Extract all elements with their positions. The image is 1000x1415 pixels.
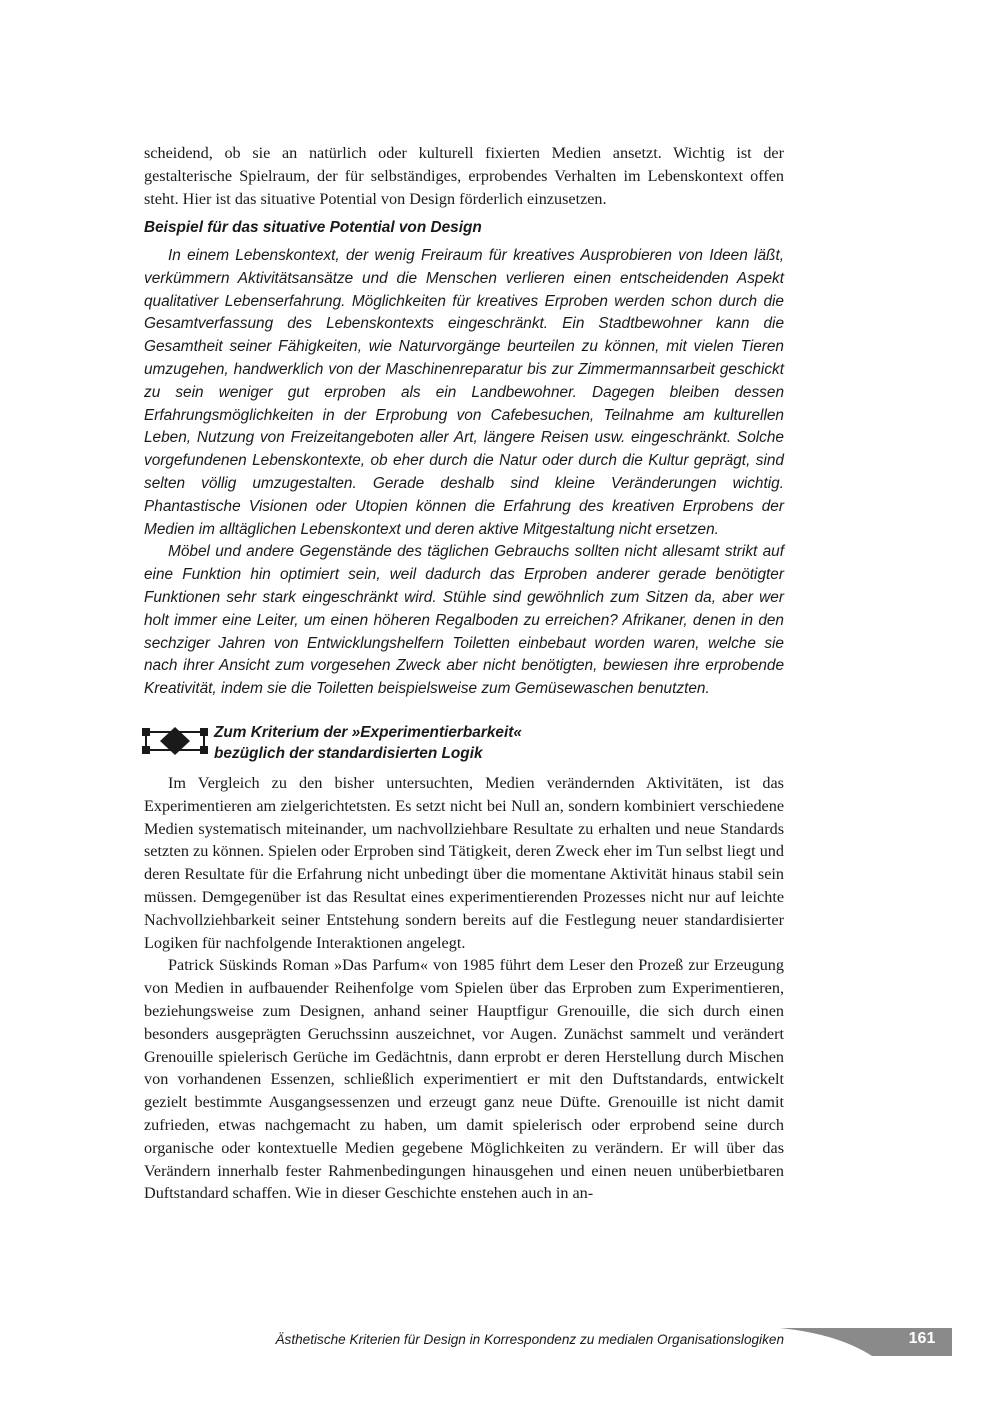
section-heading bbox=[214, 723, 774, 764]
page-number: 161 bbox=[908, 1330, 936, 1347]
top-paragraph-block bbox=[144, 142, 784, 210]
example-heading: Beispiel für das situative Potential von Design bbox=[144, 219, 482, 236]
section-heading-line: Zum Kriterium der »Experimentierbarkeit« bbox=[214, 724, 522, 741]
example-paragraph: Möbel und andere Gegenstände des täglichen Gebrauchs sollten nicht allesamt strikt auf eine Funktion hin optimiert sein, weil dadurch das Erproben anderer gerade benötigter Funktionen sehr stark eingeschränkt wird. Stühle sind gewöhnlich zum Sitzen da, aber wer holt immer eine Leiter, um einen höheren Regalboden zu erreichen? Afrikaner, denen in den sechziger Jahren von Entwicklungshelfern Toiletten einbebaut worden waren, welche sie nach ihrer Ansicht zum vorgesehen Zweck aber nicht benötigten, bewiesen ihre erprobende Kreativität, indem sie die Toiletten beispielsweise zum Gemüsewaschen benutzten. bbox=[144, 543, 784, 698]
running-title: Ästhetische Kriterien für Design in Korrespondenz zu medialen Organisationslogiken bbox=[275, 1332, 784, 1347]
section-heading-line: bezüglich der standardisierten Logik bbox=[214, 744, 483, 762]
body-paragraph: Im Vergleich zu den bisher untersuchten, Medien verändernden Aktivitäten, ist das Experimentieren am zielgerichtetsten. Es setzt nicht bei Null an, sondern kombiniert verschiedene Medien systematisch miteinander, um nachvollziehbare Resultate zu erhalten und neue Standards setzten zu können. Spielen oder Erproben sind Tätigkeit, deren Zweck eher im Tun selbst liegt und deren Resultate für die Erfahrung nicht unbedingt über die momentane Aktivität hinaus stabil sein müssen. Demgegenüber ist das Resultat eines experimentierenden Prozesses nicht nur auf leichte Nachvollziehbarkeit seiner Entstehung sondern bereits auf die Festlegung neuer standardisierter Logiken für nachfolgende Interaktionen angelegt. bbox=[144, 774, 784, 952]
example-block bbox=[144, 245, 784, 701]
body-block bbox=[144, 772, 784, 1205]
diamond-node-connector-icon bbox=[142, 726, 208, 756]
example-paragraph: In einem Lebenskontext, der wenig Freiraum für kreatives Ausprobieren von Ideen läßt, verkümmern Aktivitätsansätze und die Menschen verlieren einen entscheidenden Aspekt qualitativer Lebenserfahrung. Möglichkeiten für kreatives Erproben werden schon durch die Gesamtverfassung des Lebenskontexts eingeschränkt. Ein Stadtbewohner kann die Gesamtheit seiner Fähigkeiten, wie Naturvorgänge beurteilen zu können, mit vielen Tieren umzugehen, handwerklich von der Maschinenreparatur bis zur Zimmermannsarbeit geschickt zu sein weniger gut erproben als ein Landbewohner. Dagegen bleiben dessen Erfahrungsmöglichkeiten in der Erprobung von Cafebesuchen, Teilnahme am kulturellen Leben, Nutzung von Freizeitangeboten aller Art, längere Reisen usw. eingeschränkt. Solche vorgefundenen Lebenskontexte, ob eher durch die Natur oder durch die Kultur geprägt, sind selten völlig umzugestalten. Gerade deshalb sind kleine Veränderungen wichtig. Phantastische Visionen oder Utopien können die Erfahrung des kreativen Erprobens der Medien im alltäglichen Lebenskontext und deren aktive Mitgestaltung nicht ersetzen. bbox=[144, 247, 784, 538]
top-paragraph: scheidend, ob sie an natürlich oder kulturell fixierten Medien ansetzt. Wichtig ist der gestalterische Spielraum, der für selbständiges, erprobendes Verhalten im Lebenskontext offen steht. Hier ist das situative Potential von Design förderlich einzusetzen. bbox=[144, 144, 784, 208]
body-paragraph: Patrick Süskinds Roman »Das Parfum« von 1985 führt dem Leser den Prozeß zur Erzeugung von Medien in aufbauender Reihenfolge vom Spielen über das Erproben zum Experimentieren, beziehungsweise zum Designen, anhand seiner Hauptfigur Grenouille, die sich durch einen besonders ausgeprägten Geruchssinn auszeichnet, vor Augen. Zunächst sammelt und verändert Grenouille spielerisch Gerüche im Gedächtnis, dann erprobt er deren Herstellung durch Mischen von vorhandenen Essenzen, schließlich experimentiert er mit den Duftstandards, entwickelt gezielt bestimmte Ausgangsessenzen und erzeugt ganz neue Düfte. Grenouille ist nicht damit zufrieden, etwas nachgemacht zu haben, um damit spielerisch oder erprobend seine durch organische oder kontextuelle Medien gegebene Möglichkeiten zu verändern. Er will über das Verändern innerhalb fester Rahmenbedingungen hinausgehen und einen neuen unüberbietbaren Duftstandard schaffen. Wie in dieser Geschichte enstehen auch in an- bbox=[144, 956, 784, 1203]
